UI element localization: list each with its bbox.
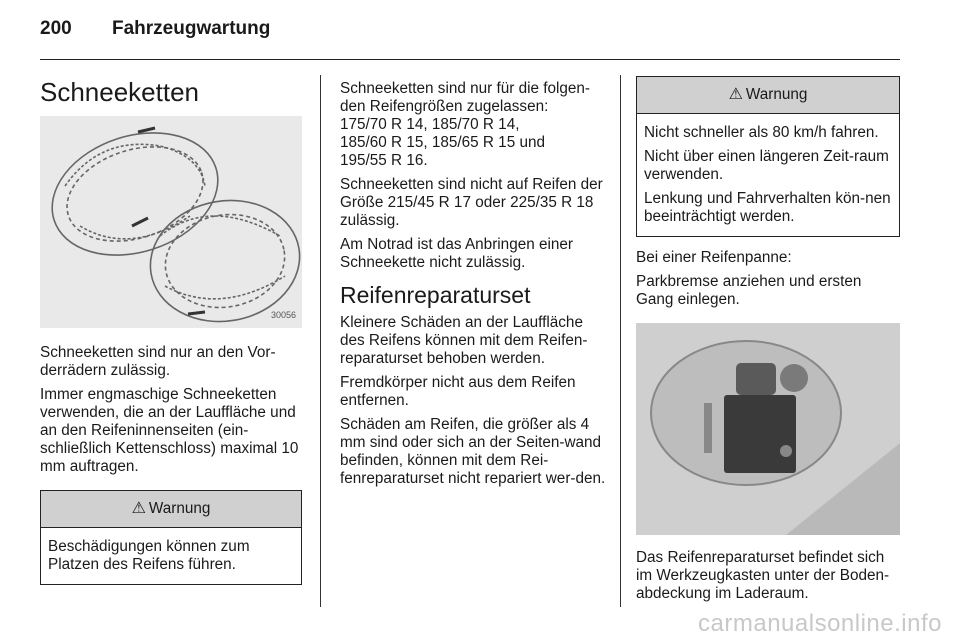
warning-triangle-icon: ⚠ xyxy=(131,500,146,517)
page-number: 200 xyxy=(40,18,72,39)
paragraph: Das Reifenreparaturset befindet sich im Werkzeugkasten unter der Boden-abdeckung im Laderaum. xyxy=(636,549,890,602)
warning-text: Beschädigungen können zum Platzen des Reifens führen. xyxy=(48,538,250,573)
repair-kit-photo xyxy=(636,323,900,535)
image-code: 30056 xyxy=(270,310,296,320)
warning-box xyxy=(40,490,302,585)
watermark: carmanualsonline.info xyxy=(698,610,942,637)
repair-kit-drawing xyxy=(636,323,900,535)
paragraph: Fremdkörper nicht aus dem Reifen entfernen. xyxy=(340,374,576,409)
paragraph: Am Notrad ist das Anbringen einer Schneekette nicht zulässig. xyxy=(340,236,573,271)
chapter-title: Fahrzeugwartung xyxy=(112,18,271,39)
warning-title: Warnung xyxy=(148,500,211,517)
paragraph: Schneeketten sind nicht auf Reifen der Größe 215/45 R 17 oder 225/35 R 18 zulässig. xyxy=(340,176,603,229)
warning-body xyxy=(41,528,301,584)
column-2 xyxy=(340,80,606,494)
snow-chains-illustration xyxy=(40,116,302,328)
paragraph: Immer engmaschige Schneeketten verwenden, die an der Lauffläche und an den Reifeninnenseiten (ein-schließlich Kettenschloss) maximal 10 mm auftragen. xyxy=(40,386,299,475)
paragraph: Schäden am Reifen, die größer als 4 mm sind oder sich an der Seiten-wand befinden, können mit dem Rei-fenreparaturset nicht repariert wer-den. xyxy=(340,416,606,487)
tire-size: 185/60 R 15, 185/65 R 15 und xyxy=(340,134,545,151)
warning-box xyxy=(636,76,900,237)
column-1 xyxy=(40,72,302,585)
paragraph: Schneeketten sind nur an den Vor-derrädern zulässig. xyxy=(40,344,276,379)
warning-line: Nicht schneller als 80 km/h fahren. xyxy=(644,124,879,141)
column-divider xyxy=(620,75,621,607)
header-rule xyxy=(40,59,900,60)
page-header xyxy=(40,18,270,40)
section-heading-snow-chains: Schneeketten xyxy=(40,77,200,107)
tire-size: 175/70 R 14, 185/70 R 14, xyxy=(340,116,520,133)
warning-header xyxy=(41,491,301,528)
warning-header xyxy=(637,77,899,114)
column-3 xyxy=(636,76,900,609)
column-divider xyxy=(320,75,321,607)
paragraph: Kleinere Schäden an der Lauffläche des Reifens können mit dem Reifen-reparaturset behoben werden. xyxy=(340,314,588,367)
section-heading-repair-kit: Reifenreparaturset xyxy=(340,282,531,308)
snow-chains-drawing xyxy=(40,116,302,328)
warning-line: Nicht über einen längeren Zeit-raum verwenden. xyxy=(644,148,889,183)
warning-triangle-icon: ⚠ xyxy=(728,86,743,103)
tire-size: 195/55 R 16. xyxy=(340,152,428,169)
paragraph: Bei einer Reifenpanne: xyxy=(636,249,792,266)
warning-title: Warnung xyxy=(745,86,808,103)
paragraph: Parkbremse anziehen und ersten Gang einlegen. xyxy=(636,273,862,308)
paragraph: Schneeketten sind nur für die folgen-den Reifengrößen zugelassen: xyxy=(340,80,591,115)
warning-body xyxy=(637,114,899,236)
warning-line: Lenkung und Fahrverhalten kön-nen beeinträchtigt werden. xyxy=(644,190,891,225)
